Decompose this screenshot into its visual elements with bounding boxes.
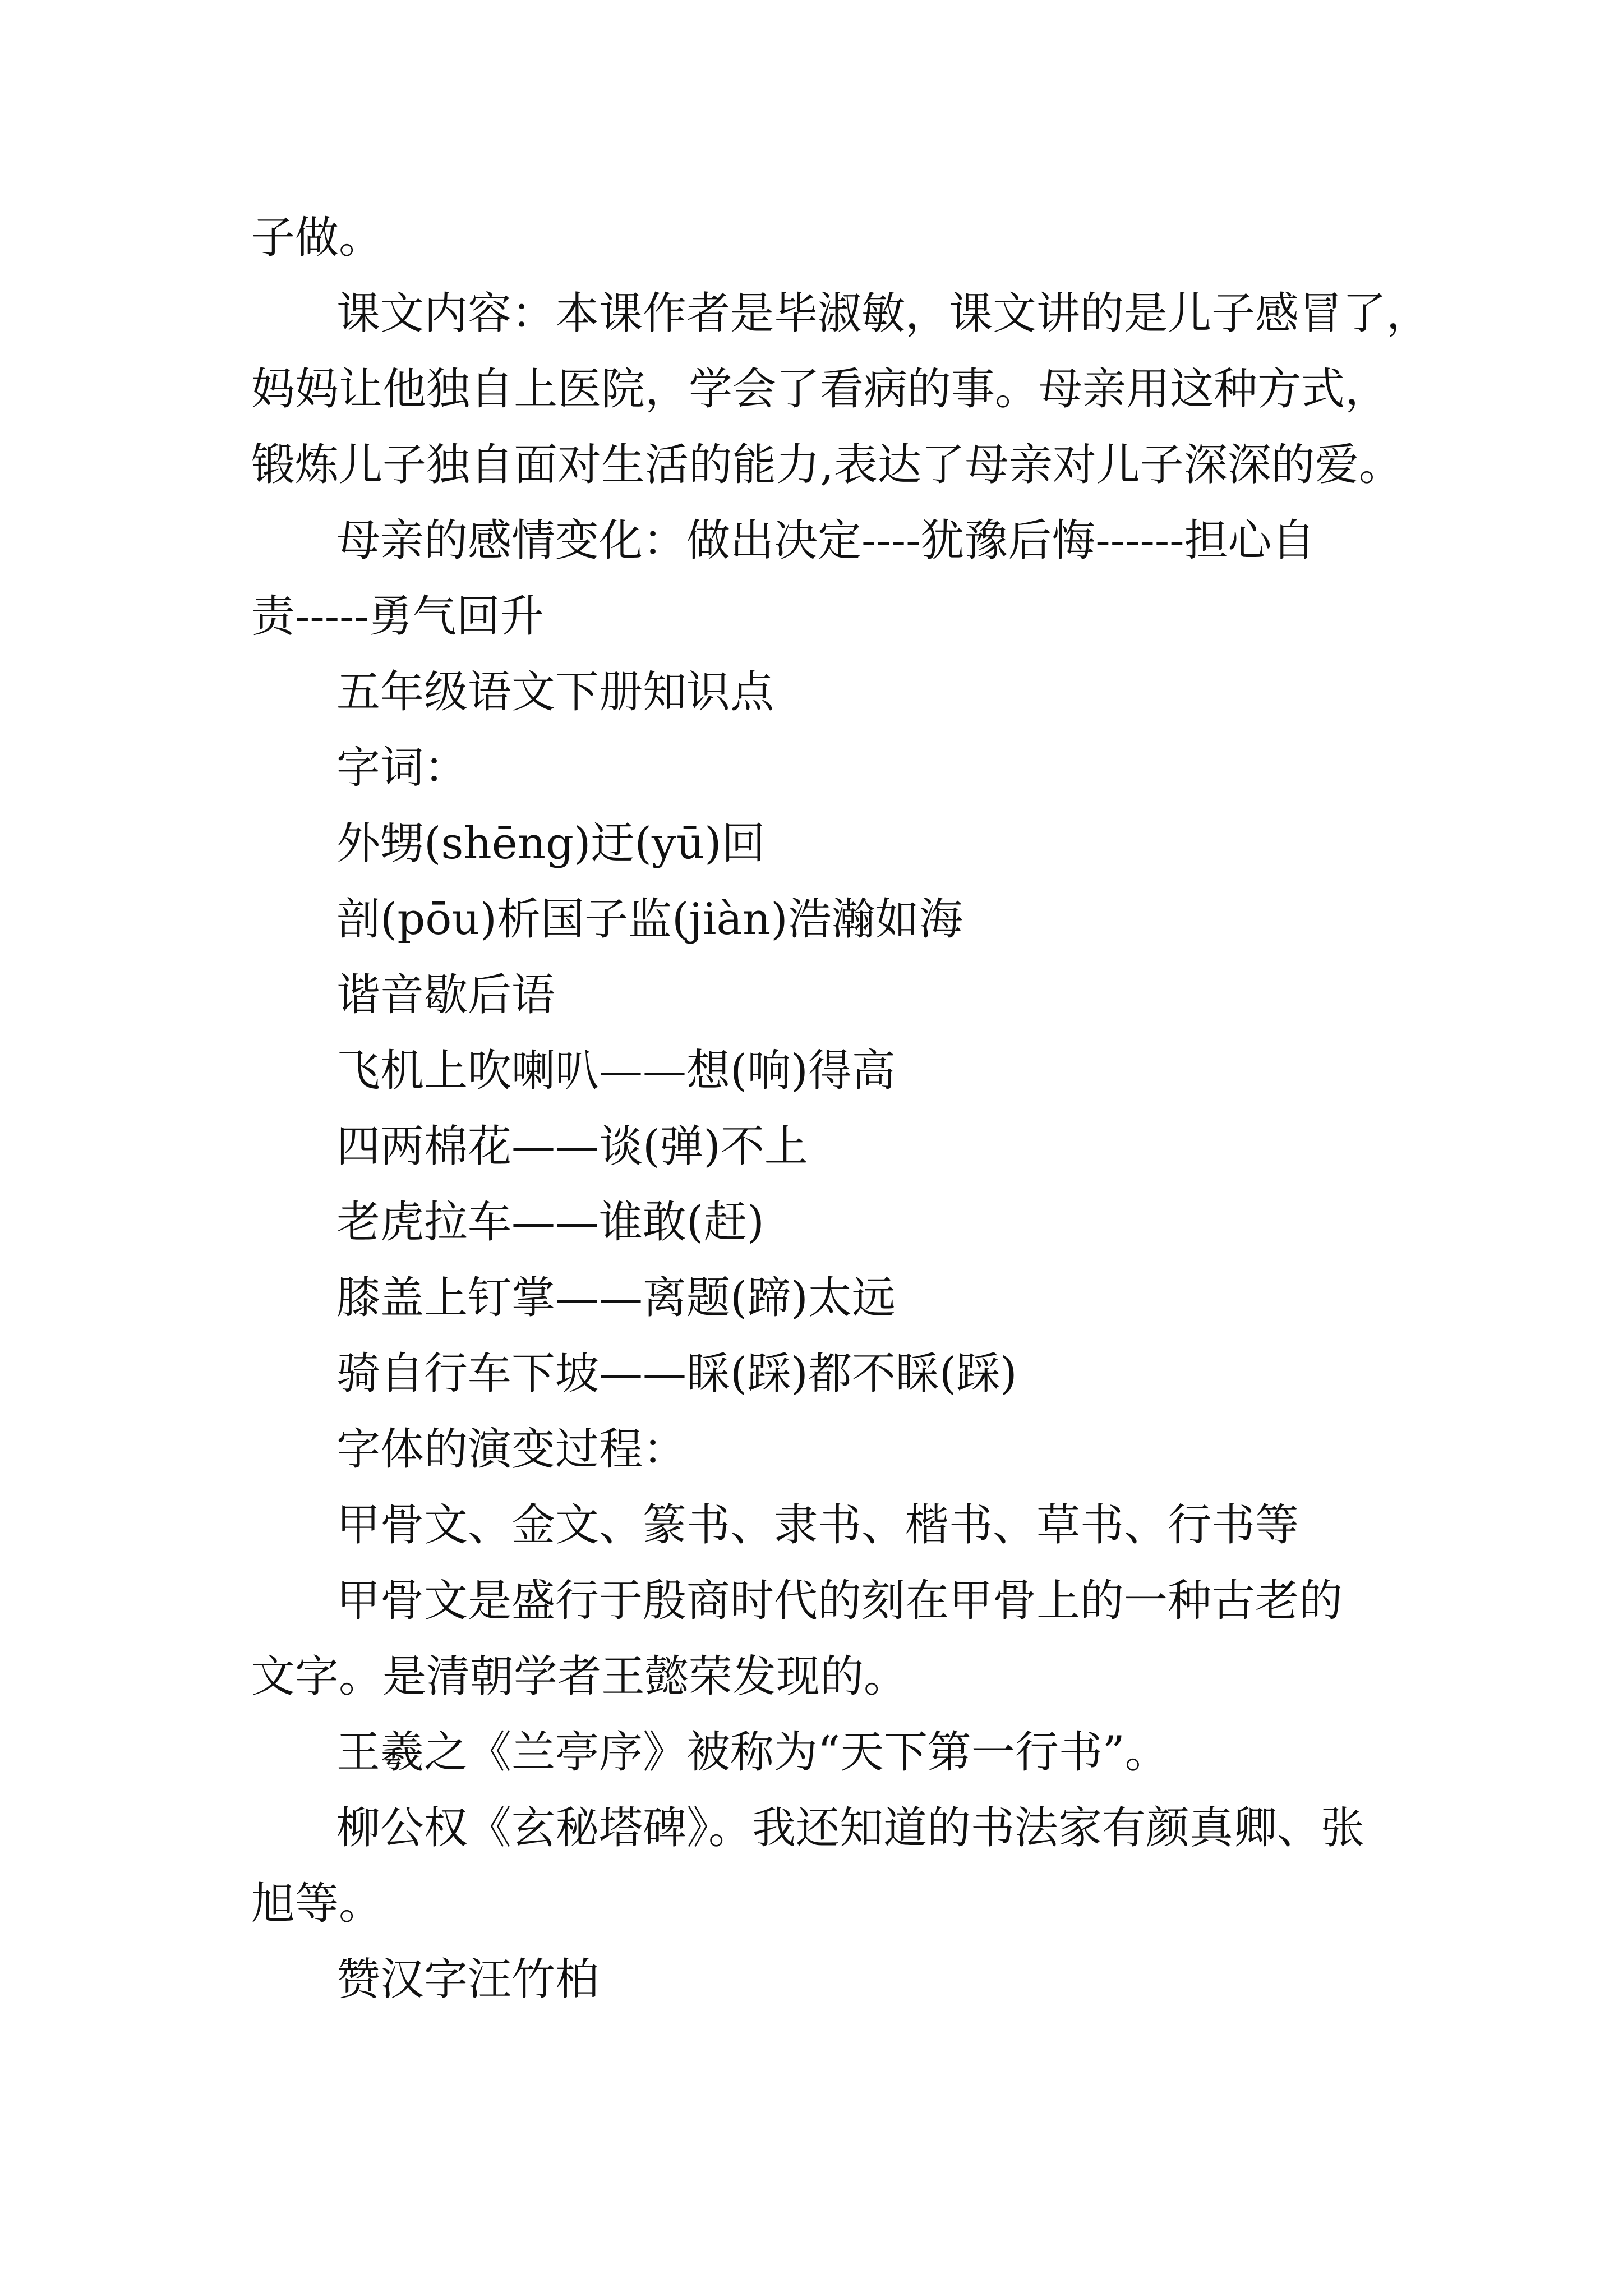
text-line-12: 飞机上吹喇叭——想(响)得高 (336, 1046, 896, 1096)
text-line-4: 锻炼儿子独自面对生活的能力,表达了母亲对儿子深深的爱。 (251, 440, 1403, 490)
text-line-22: 柳公权《玄秘塔碑》。我还知道的书法家有颜真卿、张 (336, 1803, 1365, 1853)
text-line-13: 四两棉花——谈(弹)不上 (336, 1121, 808, 1172)
text-line-1: 子做。 (251, 213, 383, 263)
text-line-20: 文字。是清朝学者王懿荣发现的。 (251, 1651, 908, 1702)
text-line-14: 老虎拉车——谁敢(赶) (336, 1197, 764, 1248)
text-line-2: 课文内容：本课作者是毕淑敏，课文讲的是儿子感冒了， (336, 288, 1431, 339)
text-line-16: 骑自行车下坡——睬(踩)都不睬(踩) (336, 1349, 1017, 1399)
text-line-10: 剖(pōu)析国子监(jiàn)浩瀚如海 (336, 894, 963, 945)
text-line-24: 赞汉字汪竹柏 (336, 1954, 600, 2005)
text-line-11: 谐音歇后语 (336, 970, 556, 1020)
text-line-5: 母亲的感情变化：做出决定----犹豫后悔------担心自 (336, 516, 1316, 566)
text-line-3: 妈妈让他独自上医院，学会了看病的事。母亲用这种方式， (251, 364, 1389, 415)
text-line-23: 旭等。 (251, 1879, 383, 1929)
text-line-15: 膝盖上钉掌——离题(蹄)太远 (336, 1273, 896, 1323)
text-line-9: 外甥(shēng)迂(yū)回 (336, 818, 766, 869)
text-line-8: 字词： (336, 743, 468, 793)
text-line-17: 字体的演变过程： (336, 1424, 687, 1475)
text-line-19: 甲骨文是盛行于殷商时代的刻在甲骨上的一种古老的 (336, 1576, 1343, 1626)
text-line-21: 王羲之《兰亭序》被称为“天下第一行书”。 (336, 1727, 1169, 1778)
text-line-18: 甲骨文、金文、篆书、隶书、楷书、草书、行书等 (336, 1500, 1299, 1550)
text-line-6: 责-----勇气回升 (251, 591, 544, 642)
section-heading: 五年级语文下册知识点 (336, 667, 774, 717)
